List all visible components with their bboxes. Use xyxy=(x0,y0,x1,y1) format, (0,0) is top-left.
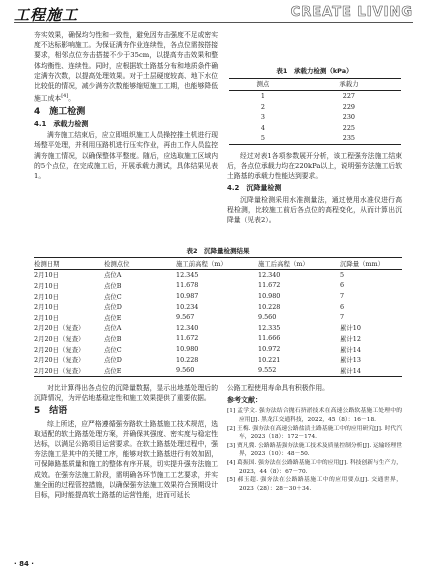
table-cell: 10.228 xyxy=(176,355,199,364)
table-cell: 累计14 xyxy=(340,366,361,375)
table-row xyxy=(34,301,402,312)
upper-right-column xyxy=(227,66,402,225)
table-row xyxy=(34,269,402,280)
journal-banner: CREATE LIVING xyxy=(290,5,413,20)
section-5-title: 5 结语 xyxy=(34,406,68,417)
table-row xyxy=(34,323,402,334)
table-1-analysis: 经过对表1各项参数展开分析，该工程强夯法施工结束后，各点位承载力均在220kPa以上，说明强夯法施工后软土路基的承载力性能达到要求。 xyxy=(227,151,402,181)
table-2-header: 施工后高程（m） xyxy=(258,259,309,268)
table-cell: 点位B xyxy=(104,334,122,343)
table-1 xyxy=(229,78,401,145)
table-cell: 累计13 xyxy=(340,356,361,365)
table-row xyxy=(34,354,402,365)
table-cell: 点位D xyxy=(104,356,122,365)
conclusion-text: 综上所述，应严格遵循强夯路软土路基施工技术规范，选取适配的软土路基处理方案，并确保其强度、密实度与稳定性达标，以满足公路项目运营要求。在软土路基处理过程中，强夯法施工是其中的关键工序，能够对软土路基进行有效加固，可保障路基质量和施工的整体有序开展，切实提升强夯法施工成效。在强夯法施工阶段，需明确各环节施工工艺要求，并实施全面的过程管控措施，以确保强夯法施工效果符合预期设计目标，同时能提高软土路基的运营性能，进而可延长 xyxy=(34,419,218,500)
table-cell: 11.672 xyxy=(176,334,199,343)
table-cell: 2月20日（复查） xyxy=(34,345,85,354)
table-cell: 点位E xyxy=(104,313,122,322)
table-cell: 7 xyxy=(340,292,345,301)
table-cell: 11.672 xyxy=(258,281,281,290)
reference-item: [2] 王梅. 强夯法在高速公路盐渍土路基施工中的应用研究[J]. 时代汽车，2023（18）：172－174. xyxy=(227,425,402,441)
table-cell: 累计14 xyxy=(340,345,361,354)
table-1-header-row xyxy=(229,79,401,91)
header-rule xyxy=(14,22,413,23)
table-cell: 10.980 xyxy=(258,292,281,301)
table-cell: 2月20日（复查） xyxy=(34,356,85,365)
table-cell: 10.987 xyxy=(176,292,199,301)
table-2-caption: 表2 沉降量检测结果 xyxy=(186,247,250,255)
table-cell: 11.666 xyxy=(258,334,281,343)
citation: [4] xyxy=(61,93,69,100)
table-cell: 5 xyxy=(260,134,265,143)
table-cell: 点位C xyxy=(104,292,122,301)
table-cell: 9.560 xyxy=(258,313,277,322)
table-cell: 10.221 xyxy=(258,355,281,364)
table-cell: 累计10 xyxy=(340,324,361,333)
table-cell: 3 xyxy=(260,113,265,122)
table-row xyxy=(34,312,402,323)
table-row xyxy=(34,365,402,376)
table-cell: 2月20日（复查） xyxy=(34,324,85,333)
table-cell: 2月10日 xyxy=(34,281,59,290)
table-2-header: 检测点位 xyxy=(104,259,130,268)
table-1-header: 承载力 xyxy=(339,80,359,89)
table-row xyxy=(34,280,402,291)
upper-left-column xyxy=(34,30,218,181)
subsection-4-2-text: 沉降量检测采用水准测量法，通过使用水准仪进行高程检测，比较施工前后各点位的高程变化，从而计算出沉降量（见表2）。 xyxy=(227,195,402,224)
table-cell: 2 xyxy=(260,102,265,111)
journal-title: 工程施工 xyxy=(14,6,79,24)
references-title: 参考文献： xyxy=(227,396,262,405)
table-row xyxy=(229,112,401,123)
table-cell: 229 xyxy=(342,102,355,111)
table-cell: 点位A xyxy=(104,271,122,280)
subsection-4-1-text: 满夯施工结束后，应立即组织施工人员操控推土机进行现场整平处理，并利用压路机进行压实作业，再由工作人员监控满夯施工情况，以确保整体平整度。随后，应选取施工区域内的5个点位，在完成施工后，开展承载力测试，具体结果见表1。 xyxy=(34,131,218,180)
table-2-block xyxy=(34,246,402,377)
reference-item: [1] 孟学文. 强夯法结合抛石挤淤技术在高速公路软基施工处理中的应用[J]. 黑龙江交通科技，2022，45（8）：16－18. xyxy=(227,408,402,423)
table-cell: 227 xyxy=(342,91,355,100)
table-cell: 2月10日 xyxy=(34,313,59,322)
table-cell: 10.980 xyxy=(176,345,199,354)
table-1-caption: 表1 承载力检测（kPa） xyxy=(276,67,353,75)
page-number: · 84 · xyxy=(14,560,34,568)
table-cell: 12.345 xyxy=(176,270,199,279)
table-cell: 11.678 xyxy=(176,281,199,290)
table-cell: 12.340 xyxy=(258,270,281,279)
reference-item: [5] 郝玉超. 强夯法在公路路基施工中的应用要点[J]. 交通世界，2023（28）：28－30＋34. xyxy=(227,477,402,492)
table-cell: 2月10日 xyxy=(34,292,59,301)
table-row xyxy=(229,90,401,101)
table-cell: 5 xyxy=(340,270,345,279)
table-cell: 235 xyxy=(342,134,355,143)
lower-left-column xyxy=(34,383,218,500)
table-2-header: 沉降量（mm） xyxy=(340,259,385,268)
table-cell: 9.552 xyxy=(258,366,277,375)
subsection-4-2-title: 4.2 沉降量检测 xyxy=(227,184,282,193)
section-4-title: 4 施工检测 xyxy=(34,106,86,117)
table-cell: 6 xyxy=(340,281,345,290)
table-2-header-row xyxy=(34,258,402,270)
table-cell: 点位E xyxy=(104,366,122,375)
table-cell: 12.335 xyxy=(258,323,281,332)
table-cell: 2月10日 xyxy=(34,271,59,280)
conclusion-continued: 公路工程使用寿命具有积极作用。 xyxy=(227,384,329,392)
lower-right-column xyxy=(227,383,402,493)
table-cell: 点位B xyxy=(104,281,122,290)
table-cell: 累计12 xyxy=(340,334,361,343)
table-cell: 7 xyxy=(340,313,345,322)
table-2-analysis: 对比计算得出各点位的沉降量数据，显示出地基处理后的沉降情况，为评估地基稳定性和施工效果提供了重要依据。 xyxy=(34,384,218,403)
table-cell: 6 xyxy=(340,302,345,311)
table-1-header: 测点 xyxy=(256,80,270,89)
reference-item: [3] 贾凡冀. 公路路基强夯法施工技术及质量控制分析[J]. 运输经理世界，2023（10）：48－50. xyxy=(227,442,402,458)
intro-paragraph: 夯实效果，确保均匀性和一致性，避免因夯击强度不足或密实度不达标影响施工。为保证满夯作业连续性，各点位需按搭接要求，相邻点位夯击搭接不少于35cm，以提高夯击效果和整体均衡性、连续性。同时，应根据软土路基分布和地质条件确定满夯次数，以提高处理效果。对于土层硬度较高、地下水位比较低的情况，减少满夯次数能够缩短施工工期，也能够降低施工成本[4]。 xyxy=(34,31,218,103)
table-cell: 10.234 xyxy=(176,302,199,311)
reference-item: [4] 葛振国. 强夯法在公路路基施工中的应用[J]. 科技创新与生产力，2023，44（8）：67－70. xyxy=(227,459,402,475)
table-cell: 2月10日 xyxy=(34,303,59,312)
table-2-header: 施工前高程（m） xyxy=(176,259,227,268)
table-cell: 10.972 xyxy=(258,345,281,354)
table-row xyxy=(229,123,401,134)
table-row xyxy=(34,291,402,302)
table-cell: 10.228 xyxy=(258,302,281,311)
table-cell: 4 xyxy=(260,123,265,132)
table-cell: 230 xyxy=(342,113,355,122)
table-row xyxy=(34,333,402,344)
table-cell: 2月20日（复查） xyxy=(34,366,85,375)
table-cell: 9.567 xyxy=(176,313,195,322)
table-row xyxy=(229,133,401,144)
table-2-header: 检测日期 xyxy=(34,259,60,268)
table-cell: 点位C xyxy=(104,345,122,354)
table-2 xyxy=(34,257,402,377)
table-cell: 1 xyxy=(260,91,265,100)
table-cell: 2月20日（复查） xyxy=(34,334,85,343)
subsection-4-1-title: 4.1 承载力检测 xyxy=(34,119,89,128)
table-cell: 点位D xyxy=(104,303,122,312)
table-cell: 点位A xyxy=(104,324,122,333)
table-cell: 225 xyxy=(342,123,355,132)
table-row xyxy=(229,101,401,112)
table-cell: 9.560 xyxy=(176,366,195,375)
table-cell: 12.340 xyxy=(176,323,199,332)
references-list xyxy=(227,407,402,493)
table-row xyxy=(34,344,402,355)
